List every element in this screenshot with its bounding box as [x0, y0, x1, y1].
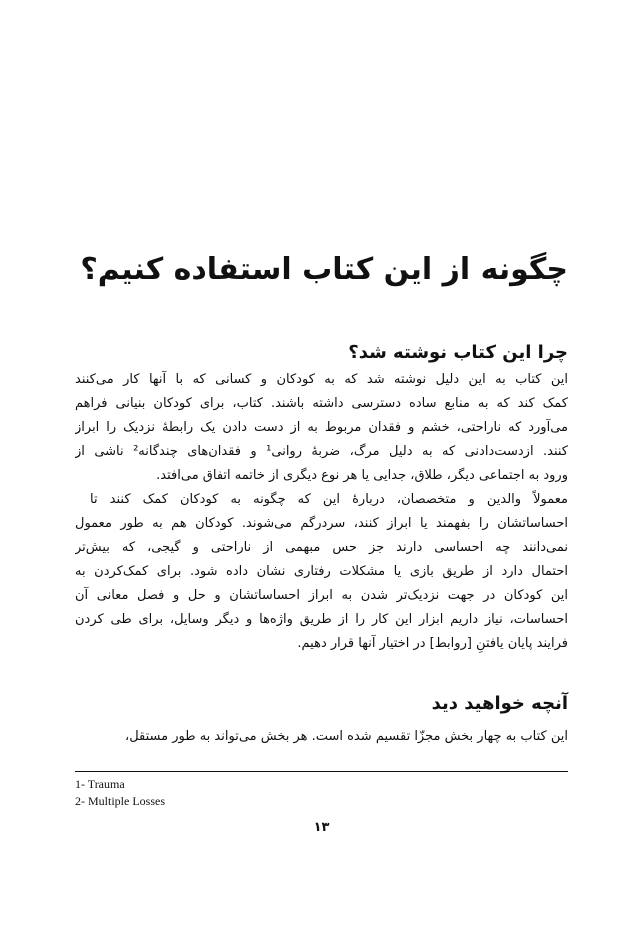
paragraph-line: فرایند پایان یافتنِ [روابط] در اختیار آنها قرار دهیم. [297, 636, 568, 651]
page-title: چگونه از این کتاب استفاده کنیم؟ [80, 252, 568, 287]
footnote-divider [75, 771, 568, 772]
paragraph-line: احساساتشان را بفهمند یا ابراز کنند، سردرگم می‌شوند. کودکان هم به طور معمول [75, 516, 568, 531]
section-heading-what-you-will-see: آنچه خواهید دید [431, 693, 568, 714]
section-heading-why-written: چرا این کتاب نوشته شد؟ [348, 342, 568, 363]
footnote-2: 2- Multiple Losses [75, 794, 165, 808]
paragraph-line: این کودکان در جهت نزدیک‌تر شدن به ابراز احساساتشان و حل و فصل معانی آن [75, 588, 568, 603]
footnote-1: 1- Trauma [75, 777, 125, 791]
paragraph-line: نمی‌دانند چه احساسی دارند جز حس مبهمی از ناراحتی و گیجی، که بیش‌تر [75, 540, 568, 555]
page-number: ۱۳ [313, 820, 330, 835]
paragraph-line: می‌آورد که ناراحتی، خشم و فقدان مربوط به از دست دادن یک رابطهٔ نزدیک را ابراز [75, 420, 568, 435]
paragraph-line: کمک کند که به منابع ساده دسترسی داشته باشند. کتاب، برای کودکان بنیانی فراهم [75, 396, 568, 411]
paragraph-line: معمولاً والدین و متخصصان، دربارهٔ این که چگونه به کودکان کمک کنند تا [90, 492, 568, 507]
paragraph-line: این کتاب به این دلیل نوشته شد که به کودکان و کسانی که با آنها کار می‌کنند [75, 372, 568, 387]
paragraph-line: احساسات، نیاز داریم ابزار این کار را از طریق واژه‌ها و دیگر وسایل، برای طی کردن [75, 612, 568, 627]
paragraph-line: ورود به اجتماعی دیگر، طلاق، جدایی یا هر نوع دیگری از خاتمه اتفاق می‌افتد. [156, 468, 568, 483]
paragraph-line: این کتاب به چهار بخش مجزّا تقسیم شده است. هر بخش می‌تواند به طور مستقل، [125, 729, 568, 744]
paragraph-line: کنند. ازدست‌دادنی که به دلیل مرگ، ضربهٔ روانی¹ و فقدان‌های چندگانه² ناشی از [75, 444, 568, 459]
paragraph-line: احتمال دارد از طریق بازی یا مشکلات رفتاری نشان داده شود. برای کمک‌کردن به [75, 564, 568, 579]
